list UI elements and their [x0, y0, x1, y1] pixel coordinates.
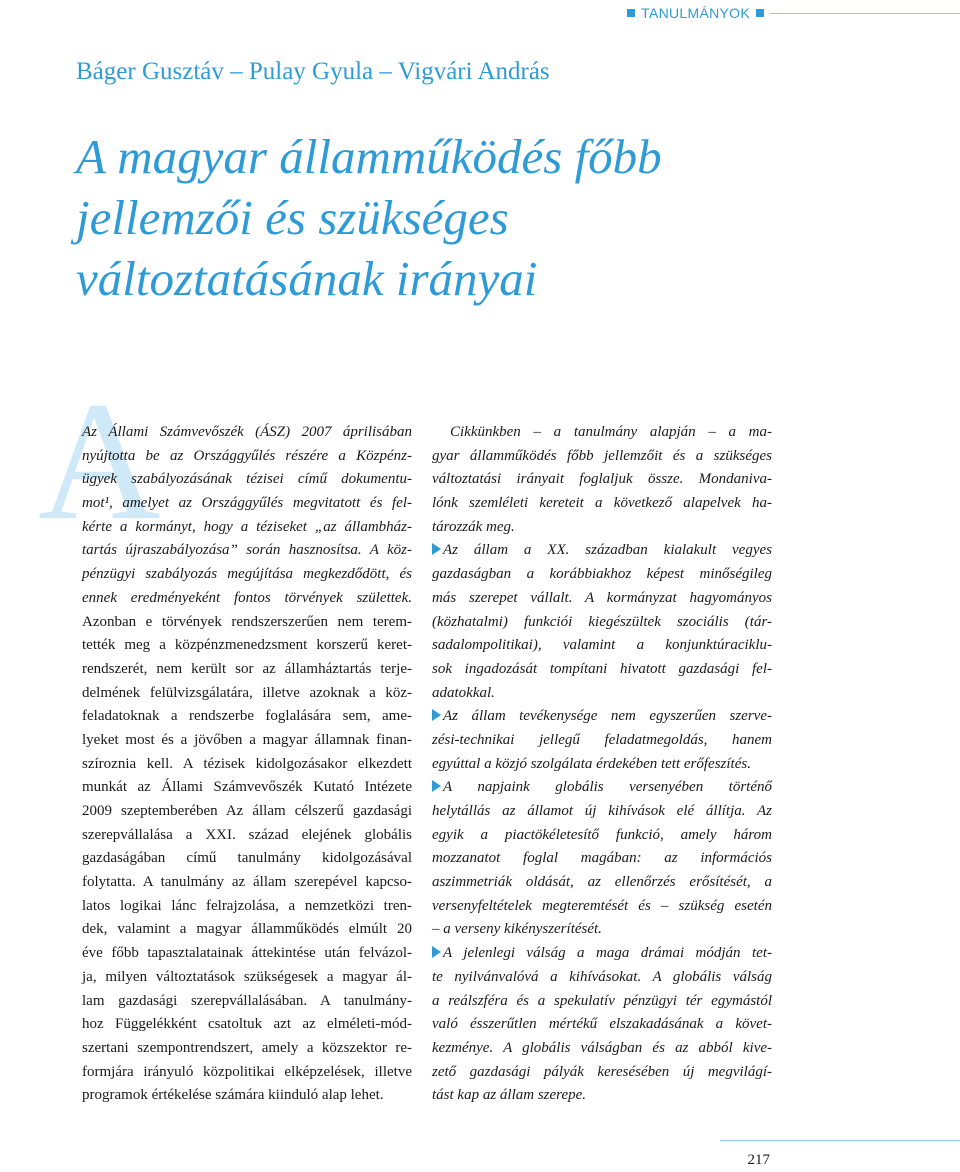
- bullet-line: [432, 539, 772, 563]
- body-line: Cikkünkben – a tanulmány alapján – a ma-: [450, 424, 772, 440]
- body-line: ennek eredményeként fontos törvények születtek.: [82, 589, 412, 606]
- section-label: TANULMÁNYOK: [641, 5, 750, 21]
- body-line: 2009 szeptemberében Az állam célszerű gazdasági: [82, 803, 412, 819]
- bullet-line: zési-technikai jellegű feladatmegoldás, hanem: [432, 731, 772, 748]
- bullet-line: gazdaságban a korábbiakhoz képest minőségileg: [432, 566, 772, 583]
- bullet-line: (közhatalmi) funkciói kiegészültek szociális (tár-: [432, 613, 772, 630]
- body-line: gazdaságában című tanulmány kidolgozásával: [82, 850, 412, 867]
- square-bullet-icon: [627, 9, 635, 17]
- body-line: pénzügyi szabályozás megújítása megkezdődött, és: [82, 566, 412, 583]
- body-line: rendszerét, nem került sor az államháztartás terje-: [82, 660, 412, 677]
- body-line: tartás újraszabályozása” során hasznosítsa. A köz-: [82, 542, 412, 559]
- body-line: tározzák meg.: [432, 518, 515, 535]
- bullet-line: kezménye. A globális válságban és az abból kive-: [432, 1039, 772, 1056]
- body-line: hoz Függelékként csatoltuk azt az elméleti-mód-: [82, 1016, 412, 1033]
- title-line: A magyar államműködés főbb: [76, 129, 662, 184]
- body-line: gyar államműködés főbb jellemzőit és a szükséges: [432, 447, 772, 464]
- bullet-text: A napjaink globális versenyében történő: [443, 779, 772, 796]
- bullet-text: Az állam a XX. században kialakult vegyes: [443, 542, 772, 559]
- body-line: ügyek szabályozásának tézisei című dokumentu-: [82, 471, 412, 488]
- arrow-bullet-icon: [432, 946, 441, 958]
- body-line: lyeket most és a jövőben a magyar államnak finan-: [82, 731, 412, 748]
- body-line: feladatoknak a rendszerbe foglalására sem, ame-: [82, 708, 412, 725]
- bullet-line: való ésszerűtlen mértékű elszakadásának a követ-: [432, 1016, 772, 1033]
- right-column: [432, 421, 772, 1108]
- bullet-line: aszimmetriák oldását, az ellenőrzés erősítését, a: [432, 874, 772, 891]
- bullet-line: te nyilvánvalóvá a kihívásokat. A globális válság: [432, 968, 772, 985]
- bullet-line: zető gazdasági pályák keresésében új megvilágí-: [432, 1063, 772, 1080]
- body-line: lónk szemléleti kereteit a következő alapelvek ha-: [432, 495, 772, 512]
- authors: Báger Gusztáv – Pulay Gyula – Vigvári András: [76, 58, 550, 85]
- article-title: [76, 126, 836, 309]
- body-line: Az Állami Számvevőszék (ÁSZ) 2007 áprilisában: [82, 424, 412, 440]
- left-column: [82, 421, 412, 1108]
- section-header: [627, 0, 960, 26]
- bullet-line: adatokkal.: [432, 684, 495, 701]
- body-line: szerepvállalása a XXI. század elejének globális: [82, 826, 412, 843]
- body-line: szertani szempontrendszert, amely a közszektor re-: [82, 1039, 412, 1056]
- bullet-line: [432, 776, 772, 800]
- bullet-line: – a verseny kikényszerítését.: [432, 921, 602, 938]
- arrow-bullet-icon: [432, 709, 441, 721]
- bullet-text: Az állam tevékenysége nem egyszerűen szerve-: [443, 708, 772, 725]
- bullet-line: sok ingadozását tompítani hivatott gazdasági fel-: [432, 660, 772, 677]
- body-line: mot¹, amelyet az Országgyűlés megvitatott és fel-: [82, 495, 412, 512]
- bullet-line: más szerepet vállalt. A kormányzat hagyományos: [432, 589, 772, 606]
- title-line: jellemzői és szükséges: [76, 190, 509, 245]
- body-line: latos logikai lánc felrajzolása, a nemzetközi tren-: [82, 897, 412, 914]
- bullet-text: A jelenlegi válság a maga drámai módján tet-: [443, 945, 772, 962]
- bullet-line: a reálszféra és a spekulatív pénzügyi tér egymástól: [432, 992, 772, 1009]
- bullet-line: egyúttal a közjó szolgálata érdekében tett erőfeszítés.: [432, 755, 751, 772]
- body-line: formjára irányuló közpolitikai elképzelések, illetve: [82, 1063, 412, 1080]
- bullet-line: helytállás az államot új kihívások elé állítja. Az: [432, 803, 772, 819]
- body-line: ja, milyen változtatások szükségesek a magyar ál-: [82, 968, 412, 985]
- bullet-line: [432, 942, 772, 966]
- header-rule: [770, 13, 960, 14]
- title-line: változtatásának irányai: [76, 251, 538, 306]
- bullet-line: sadalompolitikai), valamint a konjunktúraciklu-: [432, 637, 772, 654]
- page-number: 217: [747, 1152, 770, 1168]
- body-line: nyújtotta be az Országgyűlés részére a Közpénz-: [82, 447, 412, 464]
- body-line: delmének felülvizsgálatára, illetve azoknak a köz-: [82, 684, 412, 701]
- body-line: tették meg a közpénzmenedzsment korszerű keret-: [82, 637, 412, 654]
- bullet-line: [432, 705, 772, 729]
- bullet-line: versenyfeltételek megteremtését és – szükség esetén: [432, 897, 772, 914]
- bullet-line: egyik a piactökéletesítő funkció, amely három: [432, 826, 772, 843]
- bullet-line: mozzanatot foglal magában: az információs: [432, 850, 772, 867]
- arrow-bullet-icon: [432, 543, 441, 555]
- body-line: dek, valamint a magyar államműködés elmúlt 20: [82, 921, 412, 938]
- body-line: Azonban e törvények rendszerszerűen nem terem-: [82, 613, 412, 630]
- footer-rule: [720, 1140, 960, 1141]
- body-line: programok értékelése számára kiinduló alap lehet.: [82, 1087, 384, 1104]
- body-line: lam gazdasági szerepvállalásában. A tanulmány-: [82, 992, 412, 1009]
- body-line: munkát az Állami Számvevőszék Kutató Intézete: [82, 779, 412, 796]
- page-footer: [720, 1140, 960, 1172]
- body-line: éve főbb tapasztalatainak áttekintése után felvázol-: [82, 945, 412, 962]
- bullet-line: tást kap az állam szerepe.: [432, 1087, 587, 1104]
- body-line: kérte a kormányt, hogy a téziseket „az állambház-: [82, 518, 412, 535]
- drop-cap: A: [38, 367, 161, 555]
- body-line: szíroznia kell. A tézisek kidolgozásakor elkezdett: [82, 755, 412, 772]
- body-line: változtatási irányait foglaljuk össze. Mondaniva-: [432, 471, 772, 488]
- arrow-bullet-icon: [432, 780, 441, 792]
- body-line: folytatta. A tanulmány az állam szerepével kapcso-: [82, 874, 412, 891]
- square-bullet-icon: [756, 9, 764, 17]
